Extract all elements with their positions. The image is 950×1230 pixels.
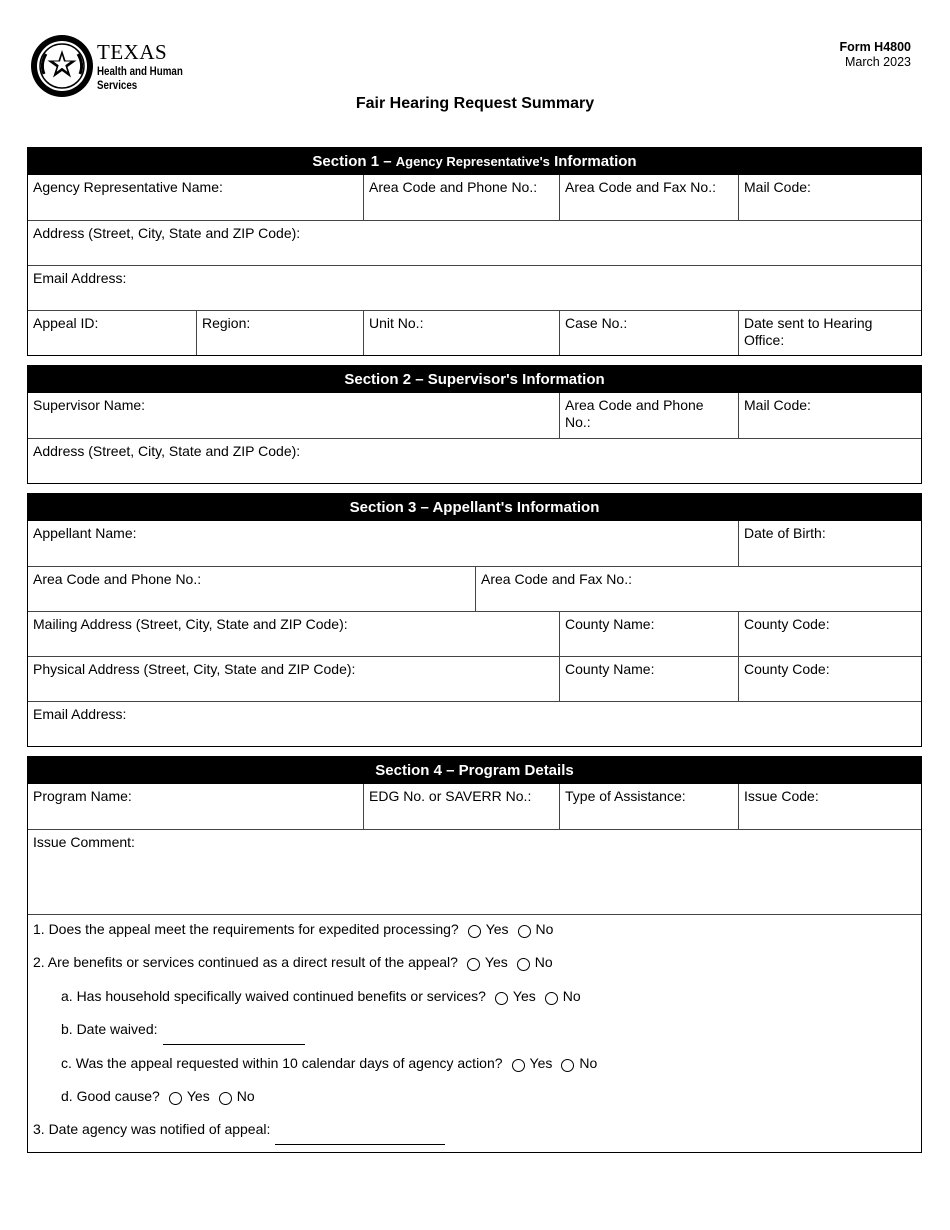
question-2c-yes-option[interactable]: [503, 1052, 553, 1074]
yes-label: Yes: [186, 1087, 210, 1104]
texas-seal-icon: [30, 34, 94, 98]
question-3: [28, 1118, 921, 1151]
case-no-field[interactable]: Case No.:: [559, 311, 738, 355]
section-2-heading: Section 2 – Supervisor's Information: [28, 366, 921, 393]
yes-label: Yes: [485, 921, 509, 937]
question-2c-no-option[interactable]: [552, 1052, 597, 1074]
section-3-row-4: [28, 656, 921, 701]
section-1-row-2: [28, 220, 921, 265]
question-2a-text: a. Has household specifically waived continued benefits or services?: [61, 987, 486, 1004]
type-of-assistance-field[interactable]: Type of Assistance:: [559, 784, 738, 829]
appellant-email-field[interactable]: Email Address:: [33, 706, 127, 722]
section-4: [27, 756, 922, 1153]
question-2-text: 2. Are benefits or services continued as a direct result of the appeal?: [33, 954, 458, 971]
program-name-field[interactable]: Program Name:: [33, 788, 132, 804]
physical-county-code-field[interactable]: County Code:: [738, 657, 921, 701]
agency-rep-phone-field[interactable]: Area Code and Phone No.:: [363, 175, 559, 220]
yes-label: Yes: [529, 1054, 553, 1071]
question-2b-text: b. Date waived:: [61, 1021, 158, 1038]
question-2-yes-option[interactable]: [458, 951, 508, 973]
question-2d-no-option[interactable]: [210, 1085, 255, 1107]
question-1-yes-option[interactable]: [459, 918, 509, 940]
agency-rep-name-field[interactable]: Agency Representative Name:: [33, 179, 223, 195]
question-1-text: 1. Does the appeal meet the requirements for expedited processing?: [33, 921, 459, 937]
logo-subtitle-line2: Services: [97, 80, 138, 92]
section-1-row-4: [28, 310, 921, 355]
section-1-heading-suffix: Information: [549, 153, 637, 170]
date-sent-field[interactable]: Date sent to Hearing Office:: [738, 311, 921, 355]
section-3-row-3: [28, 611, 921, 656]
section-1-heading-small: Agency Representative's: [395, 154, 550, 169]
question-2a-no-option[interactable]: [536, 985, 581, 1007]
agency-rep-address-field[interactable]: Address (Street, City, State and ZIP Code):: [33, 225, 301, 241]
section-2-row-1: [28, 393, 921, 438]
section-3-row-5: [28, 701, 921, 746]
section-3-row-1: [28, 521, 921, 566]
question-1-no-option[interactable]: [509, 918, 554, 940]
yes-label: Yes: [484, 954, 508, 971]
appellant-fax-field[interactable]: Area Code and Fax No.:: [475, 567, 921, 611]
no-label: No: [236, 1087, 255, 1104]
question-1: [28, 918, 921, 951]
issue-comment-field[interactable]: Issue Comment:: [33, 834, 135, 850]
question-2-no-option[interactable]: [508, 951, 553, 973]
issue-code-field[interactable]: Issue Code:: [738, 784, 921, 829]
edg-saverr-field[interactable]: EDG No. or SAVERR No.:: [363, 784, 559, 829]
section-3-row-2: [28, 566, 921, 611]
date-waived-input[interactable]: [163, 1018, 305, 1045]
question-2a-yes-option[interactable]: [486, 985, 536, 1007]
supervisor-mail-code-field[interactable]: Mail Code:: [738, 393, 921, 438]
agency-rep-mail-code-field[interactable]: Mail Code:: [738, 175, 921, 220]
radio-circle-icon[interactable]: [219, 1092, 232, 1105]
yes-label: Yes: [512, 987, 536, 1004]
section-4-heading: Section 4 – Program Details: [28, 757, 921, 784]
radio-circle-icon[interactable]: [512, 1059, 525, 1072]
form-identifier: [839, 40, 911, 70]
question-2d: [28, 1085, 921, 1118]
mailing-address-field[interactable]: Mailing Address (Street, City, State and ZIP Code):: [33, 616, 348, 632]
mailing-county-code-field[interactable]: County Code:: [738, 612, 921, 656]
question-2c-text: c. Was the appeal requested within 10 calendar days of agency action?: [61, 1054, 503, 1071]
unit-no-field[interactable]: Unit No.:: [363, 311, 559, 355]
question-2d-text: d. Good cause?: [61, 1087, 160, 1104]
form-date: March 2023: [844, 55, 911, 69]
section-4-row-1: [28, 784, 921, 829]
date-notified-input[interactable]: [275, 1118, 445, 1145]
appeal-id-field[interactable]: Appeal ID:: [33, 315, 99, 331]
section-4-row-2: [28, 829, 921, 914]
no-label: No: [535, 921, 554, 937]
radio-circle-icon[interactable]: [561, 1059, 574, 1072]
radio-circle-icon[interactable]: [169, 1092, 182, 1105]
supervisor-phone-field[interactable]: Area Code and Phone No.:: [559, 393, 738, 438]
section-2: [27, 365, 922, 484]
mailing-county-name-field[interactable]: County Name:: [559, 612, 738, 656]
section-3-heading: Section 3 – Appellant's Information: [28, 494, 921, 521]
physical-address-field[interactable]: Physical Address (Street, City, State and ZIP Code):: [33, 661, 356, 677]
radio-circle-icon[interactable]: [518, 925, 531, 938]
section-1-heading: [28, 148, 921, 175]
question-2b: [28, 1018, 921, 1051]
radio-circle-icon[interactable]: [467, 958, 480, 971]
question-2: [28, 951, 921, 984]
date-of-birth-field[interactable]: Date of Birth:: [738, 521, 921, 566]
section-1: [27, 147, 922, 356]
question-2d-yes-option[interactable]: [160, 1085, 210, 1107]
appellant-phone-field[interactable]: Area Code and Phone No.:: [33, 571, 202, 587]
agency-rep-email-field[interactable]: Email Address:: [33, 270, 127, 286]
section-1-heading-prefix: Section 1 –: [312, 153, 396, 170]
section-3: [27, 493, 922, 747]
questions-block: [28, 914, 921, 1152]
section-1-row-3: [28, 265, 921, 310]
region-field[interactable]: Region:: [196, 311, 363, 355]
form-number: Form H4800: [839, 40, 911, 54]
physical-county-name-field[interactable]: County Name:: [559, 657, 738, 701]
question-3-text: 3. Date agency was notified of appeal:: [33, 1121, 271, 1138]
agency-rep-fax-field[interactable]: Area Code and Fax No.:: [559, 175, 738, 220]
question-2c: [28, 1052, 921, 1085]
no-label: No: [579, 1054, 598, 1071]
page-title: Fair Hearing Request Summary: [355, 95, 595, 112]
section-2-row-2: [28, 438, 921, 483]
radio-circle-icon[interactable]: [468, 925, 481, 938]
no-label: No: [562, 987, 581, 1004]
supervisor-address-field[interactable]: Address (Street, City, State and ZIP Code):: [33, 443, 301, 459]
radio-circle-icon[interactable]: [495, 992, 508, 1005]
radio-circle-icon[interactable]: [517, 958, 530, 971]
no-label: No: [534, 954, 553, 971]
section-1-row-1: [28, 175, 921, 220]
radio-circle-icon[interactable]: [545, 992, 558, 1005]
supervisor-name-field[interactable]: Supervisor Name:: [33, 397, 146, 413]
logo-subtitle-line1: Health and Human: [97, 66, 183, 78]
appellant-name-field[interactable]: Appellant Name:: [33, 525, 137, 541]
hhs-logo: [30, 34, 200, 100]
question-2a: [28, 985, 921, 1018]
logo-texas-text: TEXAS: [97, 40, 168, 64]
